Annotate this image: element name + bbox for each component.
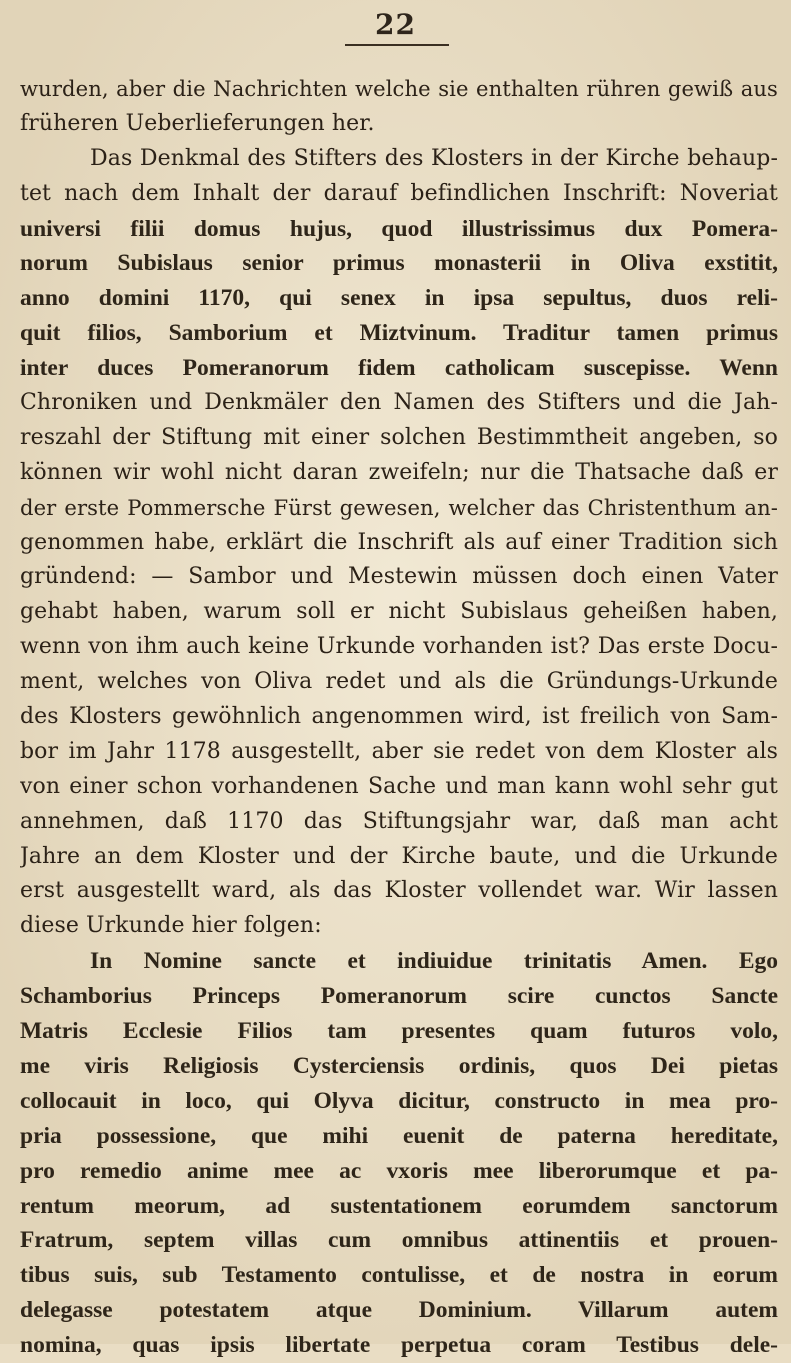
text-line: tet nach dem Inhalt der darauf befindlichen Inschrift: Noveriat: [20, 180, 778, 206]
text-line: können wir wohl nicht daran zweifeln; nur die Thatsache daß er: [20, 459, 778, 485]
page-number: 22: [375, 8, 416, 41]
text-line: tibus suis, sub Testamento contulisse, et de nostra in eorum: [20, 1262, 778, 1289]
text-line: des Klosters gewöhnlich angenommen wird, ist freilich von Sam-: [20, 704, 778, 730]
text-line: universi filii domus hujus, quod illustrissimus dux Pomera-: [20, 215, 778, 242]
page-header: [0, 8, 791, 41]
text-line: reszahl der Stiftung mit einer solchen Bestimmtheit angeben, so: [20, 424, 778, 450]
text-line: ment, welches von Oliva redet und als die Gründungs-Urkunde: [20, 669, 778, 695]
text-line: bor im Jahr 1178 ausgestellt, aber sie redet von dem Kloster als: [20, 738, 778, 764]
text-line: In Nomine sancte et indiuidue trinitatis Amen. Ego: [90, 948, 778, 975]
text-line: diese Urkunde hier folgen:: [20, 913, 322, 939]
text-line: von einer schon vorhandenen Sache und man kann wohl sehr gut: [20, 773, 778, 799]
text-line: collocauit in loco, qui Olyva dicitur, constructo in mea pro-: [20, 1087, 778, 1114]
text-line: norum Subislaus senior primus monasterii in Oliva exstitit,: [20, 250, 778, 277]
text-line: me viris Religiosis Cysterciensis ordinis, quos Dei pietas: [20, 1052, 778, 1079]
text-line: inter duces Pomeranorum fidem catholicam suscepisse. Wenn: [20, 355, 778, 382]
text-line: Matris Ecclesie Filios tam presentes quam futuros volo,: [20, 1018, 778, 1045]
body-text: [20, 72, 778, 1363]
text-line: delegasse potestatem atque Dominium. Villarum autem: [20, 1297, 778, 1324]
text-line: pro remedio anime mee ac vxoris mee liberorumque et pa-: [20, 1157, 778, 1184]
text-line: wurden, aber die Nachrichten welche sie enthalten rühren gewiß aus: [20, 76, 778, 101]
text-line: quit filios, Samborium et Miztvinum. Traditur tamen primus: [20, 320, 778, 347]
header-rule: [345, 44, 449, 46]
text-line: Jahre an dem Kloster und der Kirche baute, und die Urkunde: [20, 843, 778, 869]
text-line: der erste Pommersche Fürst gewesen, welcher das Christenthum an-: [20, 494, 778, 520]
text-line: rentum meorum, ad sustentationem eorumdem sanctorum: [20, 1192, 778, 1219]
text-line: gründend: — Sambor und Mestewin müssen doch einen Vater: [20, 564, 778, 590]
text-line: Das Denkmal des Stifters des Klosters in der Kirche behaup-: [90, 145, 778, 171]
text-line: anno domini 1170, qui senex in ipsa sepultus, duos reli-: [20, 285, 778, 312]
text-line: Fratrum, septem villas cum omnibus attinentiis et prouen-: [20, 1227, 778, 1254]
text-line: Chroniken und Denkmäler den Namen des Stifters und die Jah-: [20, 390, 778, 416]
text-line: genommen habe, erklärt die Inschrift als auf einer Tradition sich: [20, 529, 778, 555]
text-line: wenn von ihm auch keine Urkunde vorhanden ist? Das erste Docu-: [20, 634, 778, 660]
text-line: annehmen, daß 1170 das Stiftungsjahr war, daß man acht: [20, 808, 778, 834]
text-line: nomina, quas ipsis libertate perpetua coram Testibus dele-: [20, 1332, 778, 1359]
text-line: Schamborius Princeps Pomeranorum scire cunctos Sancte: [20, 983, 778, 1010]
text-line: gehabt haben, warum soll er nicht Subislaus geheißen haben,: [20, 599, 778, 625]
text-line: pria possessione, que mihi euenit de paterna hereditate,: [20, 1122, 778, 1149]
text-line: früheren Ueberlieferungen her.: [20, 110, 375, 136]
text-line: erst ausgestellt ward, als das Kloster vollendet war. Wir lassen: [20, 878, 778, 904]
